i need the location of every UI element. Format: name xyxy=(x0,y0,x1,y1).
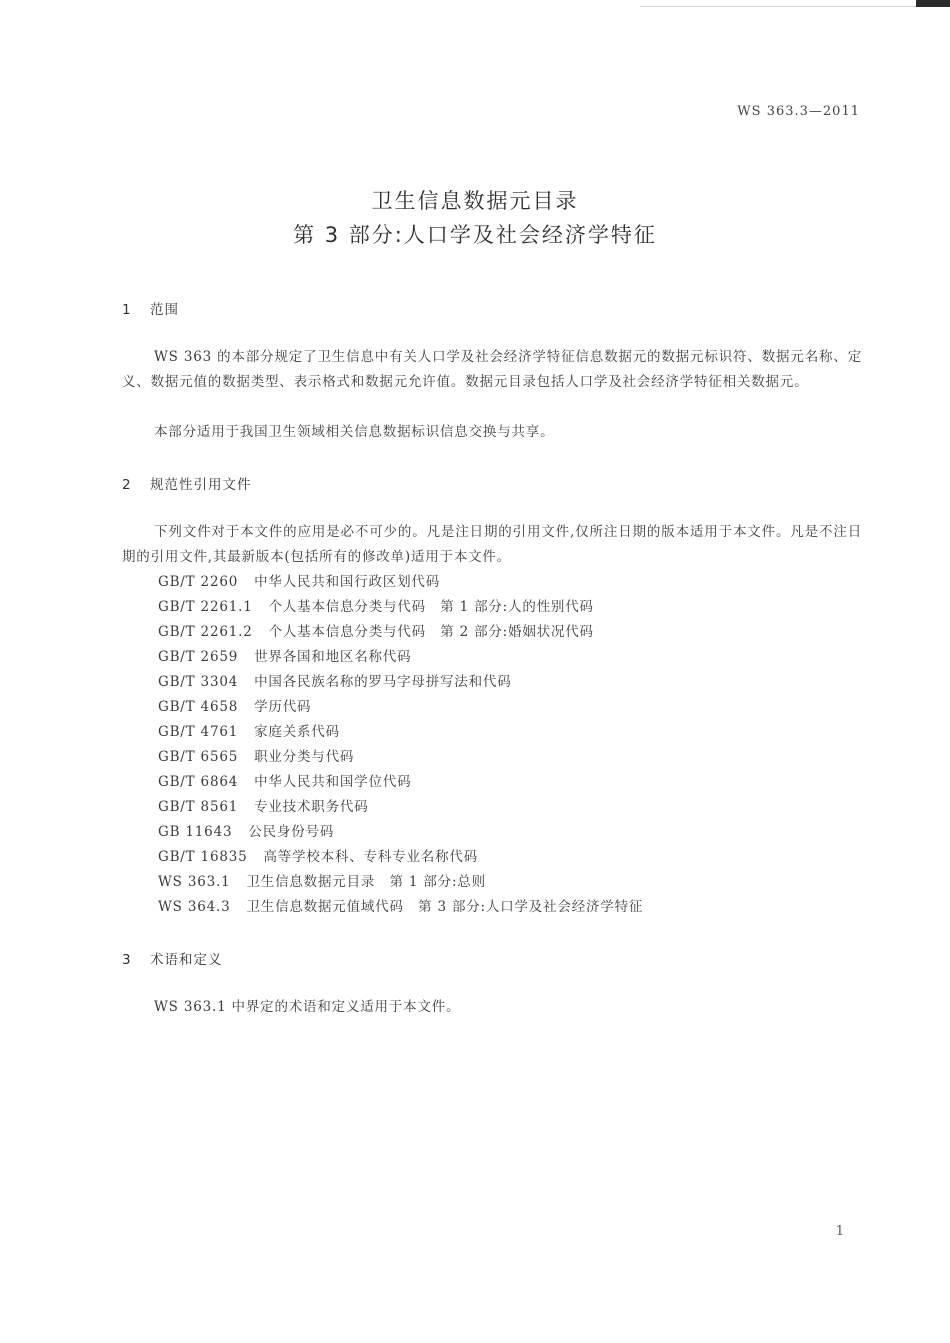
reference-list xyxy=(158,570,643,920)
reference-code: GB/T 4658 xyxy=(158,699,239,715)
reference-title: 个人基本信息分类与代码 第 1 部分:人的性别代码 xyxy=(268,599,594,615)
section-heading-scope xyxy=(122,298,179,318)
section-title: 范围 xyxy=(150,302,179,318)
reference-code: GB/T 8561 xyxy=(158,799,239,815)
section-heading-references xyxy=(122,473,252,493)
reference-title: 公民身份号码 xyxy=(248,824,335,840)
reference-item xyxy=(158,570,643,595)
reference-code: GB/T 4761 xyxy=(158,724,239,740)
reference-item xyxy=(158,595,643,620)
scan-edge-line xyxy=(640,6,950,7)
reference-title: 中华人民共和国学位代码 xyxy=(254,774,412,790)
page-number: 1 xyxy=(835,1224,844,1239)
reference-item xyxy=(158,845,643,870)
document-subtitle: 第 3 部分:人口学及社会经济学特征 xyxy=(293,223,657,247)
paragraph-text: WS 363.1 中界定的术语和定义适用于本文件。 xyxy=(154,999,461,1015)
scope-paragraph-1 xyxy=(122,345,862,395)
section-number: 3 xyxy=(122,952,132,968)
reference-item xyxy=(158,770,643,795)
reference-title: 卫生信息数据元目录 第 1 部分:总则 xyxy=(246,874,486,890)
reference-code: GB/T 16835 xyxy=(158,849,248,865)
paragraph-text: 下列文件对于本文件的应用是必不可少的。凡是注日期的引用文件,仅所注日期的版本适用于本文件。凡是不注日期的引用文件,其最新版本(包括所有的修改单)适用于本文件。 xyxy=(122,524,862,565)
section-number: 2 xyxy=(122,477,132,493)
reference-item xyxy=(158,670,643,695)
reference-code: WS 363.1 xyxy=(158,874,231,890)
references-intro xyxy=(122,520,862,570)
reference-item xyxy=(158,720,643,745)
section-title: 规范性引用文件 xyxy=(150,477,252,493)
reference-item xyxy=(158,695,643,720)
reference-item xyxy=(158,895,643,920)
reference-title: 家庭关系代码 xyxy=(254,724,340,740)
reference-title: 高等学校本科、专科专业名称代码 xyxy=(263,849,478,865)
reference-title: 中华人民共和国行政区划代码 xyxy=(254,574,441,590)
reference-item xyxy=(158,620,643,645)
reference-title: 职业分类与代码 xyxy=(254,749,355,765)
reference-item xyxy=(158,745,643,770)
paragraph-text: WS 363 的本部分规定了卫生信息中有关人口学及社会经济学特征信息数据元的数据元标识符、数据元名称、定义、数据元值的数据类型、表示格式和数据元允许值。数据元目录包括人口学及社会经济学特征相关数据元。 xyxy=(122,349,862,390)
scan-corner-mark xyxy=(916,0,950,7)
scope-paragraph-2 xyxy=(122,420,862,445)
reference-title: 世界各国和地区名称代码 xyxy=(254,649,412,665)
reference-title: 卫生信息数据元值域代码 第 3 部分:人口学及社会经济学特征 xyxy=(246,899,644,915)
reference-code: GB/T 2261.2 xyxy=(158,624,253,640)
reference-title: 专业技术职务代码 xyxy=(254,799,369,815)
reference-code: GB/T 2659 xyxy=(158,649,239,665)
reference-item xyxy=(158,645,643,670)
reference-title: 个人基本信息分类与代码 第 2 部分:婚姻状况代码 xyxy=(268,624,594,640)
terms-paragraph xyxy=(122,995,862,1020)
section-number: 1 xyxy=(122,302,132,318)
document-title: 卫生信息数据元目录 xyxy=(371,189,579,213)
reference-title: 学历代码 xyxy=(254,699,312,715)
reference-code: GB/T 2260 xyxy=(158,574,239,590)
reference-code: GB/T 6864 xyxy=(158,774,239,790)
reference-code: GB 11643 xyxy=(158,824,233,840)
reference-code: WS 364.3 xyxy=(158,899,231,915)
document-code: WS 363.3—2011 xyxy=(737,104,860,119)
paragraph-text: 本部分适用于我国卫生领域相关信息数据标识信息交换与共享。 xyxy=(154,424,555,440)
reference-code: GB/T 2261.1 xyxy=(158,599,253,615)
section-heading-terms xyxy=(122,948,223,968)
reference-code: GB/T 3304 xyxy=(158,674,239,690)
reference-item xyxy=(158,820,643,845)
reference-title: 中国各民族名称的罗马字母拼写法和代码 xyxy=(254,674,512,690)
section-title: 术语和定义 xyxy=(150,952,223,968)
reference-code: GB/T 6565 xyxy=(158,749,239,765)
reference-item xyxy=(158,795,643,820)
reference-item xyxy=(158,870,643,895)
